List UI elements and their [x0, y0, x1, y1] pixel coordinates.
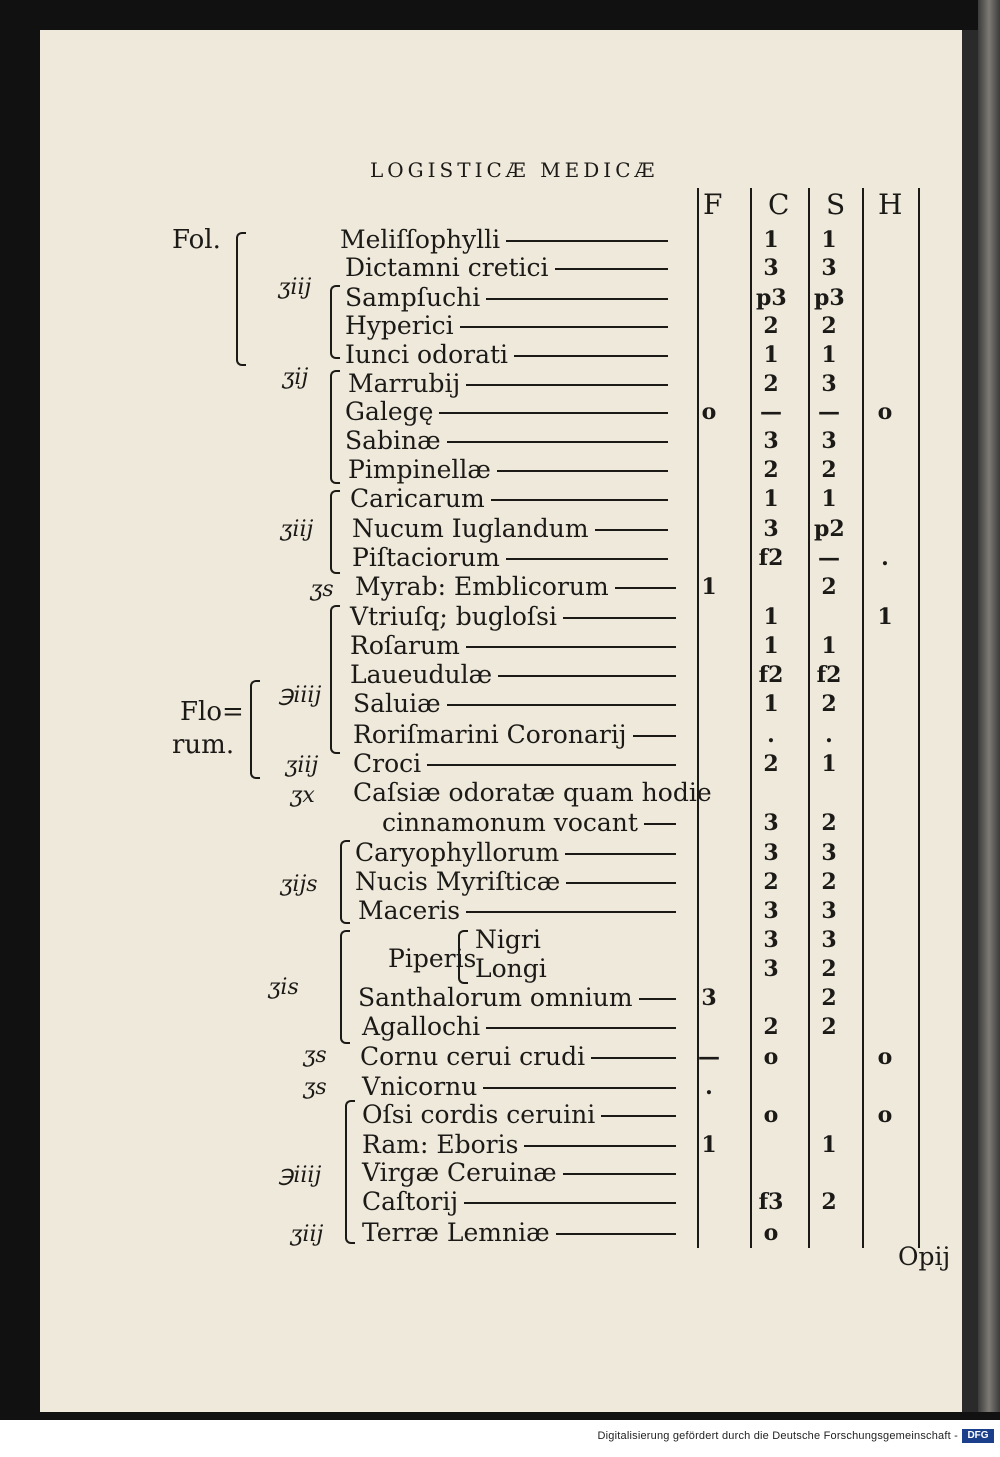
ingredient-name: Vtriuſq; bugloſsi [350, 602, 558, 631]
cell-s: 1 [821, 227, 837, 253]
cell-c: 3 [763, 255, 779, 281]
cell-s: 2 [821, 956, 837, 982]
leader-line [486, 298, 668, 300]
leader-line [563, 1173, 676, 1175]
cell-s: 1 [821, 486, 837, 512]
cell-s: p2 [814, 516, 845, 542]
cell-f: — [698, 1044, 720, 1070]
ingredient-name: Myrab: Emblicorum [355, 572, 609, 601]
table-row [0, 778, 940, 808]
ingredient-name: Nucis Myriſticæ [355, 867, 561, 896]
cell-s: 1 [821, 342, 837, 368]
table-row [0, 1218, 940, 1248]
table-row [0, 397, 940, 427]
dose-label: ʒiij [278, 275, 312, 300]
leader-line [633, 735, 676, 737]
cell-c: p3 [756, 285, 787, 311]
ingredient-name: Hyperici [345, 311, 454, 340]
table-row [0, 838, 940, 868]
leader-line [439, 412, 668, 414]
table-row [0, 1187, 940, 1217]
ingredient-name: cinnamonum vocant [382, 808, 638, 837]
cell-s: 3 [821, 898, 837, 924]
cell-f: 1 [701, 574, 717, 600]
cell-c: 1 [763, 691, 779, 717]
table-row [0, 660, 940, 690]
table-row [0, 426, 940, 456]
cell-s: 2 [821, 1189, 837, 1215]
table-row [0, 867, 940, 897]
cell-c: 1 [763, 342, 779, 368]
cell-c: 2 [763, 869, 779, 895]
column-header-f: F [703, 188, 723, 221]
group-label-flores: Flo= [180, 697, 244, 727]
ingredient-name: Caſsiæ odoratæ quam hodie [353, 778, 712, 807]
cell-f: o [701, 399, 717, 425]
cell-c: 1 [763, 227, 779, 253]
column-header-c: C [768, 188, 790, 221]
column-header-s: S [826, 188, 846, 221]
leader-line [524, 1145, 676, 1147]
cell-c: 3 [763, 927, 779, 953]
ingredient-name: Galegę [345, 397, 434, 426]
table-row [0, 484, 940, 514]
cell-c: 3 [763, 428, 779, 454]
cell-c: 3 [763, 840, 779, 866]
ingredient-name: Dictamni cretici [345, 253, 549, 282]
table-row [0, 602, 940, 632]
leader-line [591, 1057, 676, 1059]
leader-line [565, 853, 676, 855]
cell-s: — [818, 545, 840, 571]
dose-label: ʒs [303, 1043, 327, 1068]
table-row [0, 369, 940, 399]
ingredient-name: Sampſuchi [345, 283, 481, 312]
leader-line [601, 1115, 676, 1117]
cell-h: 1 [877, 604, 893, 630]
table-row [0, 225, 940, 255]
ingredient-name: Maceris [358, 896, 461, 925]
leader-line [595, 529, 668, 531]
table-row [0, 514, 940, 544]
ingredient-name: Roriſmarini Coronarij [353, 720, 627, 749]
table-row [0, 572, 940, 602]
cell-s: — [818, 399, 840, 425]
cell-s: 2 [821, 574, 837, 600]
dose-label: ℈iiij [278, 1163, 322, 1188]
leader-line [556, 1233, 676, 1235]
table-row [0, 808, 940, 838]
table-row [0, 1012, 940, 1042]
leader-line [506, 558, 668, 560]
table-row [0, 253, 940, 283]
leader-line [464, 1202, 676, 1204]
ingredient-name: Virgæ Ceruinæ [362, 1158, 557, 1187]
ingredient-name: Iunci odorati [345, 340, 509, 369]
cell-c: o [763, 1220, 779, 1246]
cell-h: o [877, 1102, 893, 1128]
ingredient-name: Caſtorij [362, 1187, 459, 1216]
dose-label: ʒiij [290, 1222, 324, 1247]
leader-line [497, 470, 668, 472]
column-header-h: H [878, 188, 903, 221]
dose-label: ʒis [268, 975, 299, 1000]
table-row [0, 1042, 940, 1072]
ingredient-name: Marrubij [348, 369, 461, 398]
dose-label: ℈iiij [278, 683, 322, 708]
dose-label: ʒijs [280, 872, 318, 897]
cell-c: 2 [763, 313, 779, 339]
cell-s: 2 [821, 1014, 837, 1040]
ingredient-name: Piſtaciorum [352, 543, 500, 572]
leader-line [447, 441, 668, 443]
cell-s: 1 [821, 751, 837, 777]
leader-line [486, 1027, 676, 1029]
cell-s: . [825, 722, 833, 748]
dose-label: ʒiij [285, 753, 319, 778]
cell-s: 2 [821, 691, 837, 717]
leader-line [447, 704, 676, 706]
leader-line [615, 587, 676, 589]
footer-credit: Digitalisierung gefördert durch die Deutsche Forschungsgemeinschaft - [597, 1430, 958, 1442]
ingredient-name: Saluiæ [353, 689, 441, 718]
ingredient-name: Roſarum [350, 631, 460, 660]
ingredient-name: Croci [353, 749, 422, 778]
ingredient-name: Sabinæ [345, 426, 441, 455]
cell-c: 3 [763, 810, 779, 836]
cell-h: o [877, 1044, 893, 1070]
leader-line [427, 764, 676, 766]
dose-label: ʒij [282, 365, 309, 390]
cell-c: — [760, 399, 782, 425]
cell-c: 3 [763, 898, 779, 924]
cell-s: 1 [821, 633, 837, 659]
leader-line [639, 998, 676, 1000]
table-row [0, 631, 940, 661]
table-row [0, 283, 940, 313]
cell-s: 3 [821, 840, 837, 866]
cell-s: 2 [821, 869, 837, 895]
cell-c: f3 [758, 1189, 784, 1215]
leader-line [514, 355, 668, 357]
cell-c: 2 [763, 457, 779, 483]
table-row [0, 896, 940, 926]
leader-line [566, 882, 676, 884]
cell-s: f2 [816, 662, 842, 688]
cell-c: 2 [763, 751, 779, 777]
ingredient-name: Caryophyllorum [355, 838, 560, 867]
cell-f: 1 [701, 1132, 717, 1158]
table-row [0, 1072, 940, 1102]
ingredient-name: Oſsi cordis ceruini [362, 1100, 596, 1129]
cell-s: p3 [814, 285, 845, 311]
cell-c: 3 [763, 516, 779, 542]
cell-s: 3 [821, 371, 837, 397]
dose-label: ʒs [310, 577, 334, 602]
ingredient-name: Santhalorum omnium [358, 983, 633, 1012]
footer-bar [0, 1420, 1000, 1457]
leader-line [466, 384, 668, 386]
ingredient-name: Agallochi [362, 1012, 481, 1041]
ingredient-name: Ram: Eboris [362, 1130, 519, 1159]
cell-c: 1 [763, 633, 779, 659]
table-row [0, 925, 940, 955]
cell-c: 1 [763, 486, 779, 512]
dose-label: ʒs [303, 1075, 327, 1100]
cell-c: 2 [763, 371, 779, 397]
table-row [0, 720, 940, 750]
cell-s: 2 [821, 985, 837, 1011]
ingredient-name: Vnicornu [362, 1072, 478, 1101]
ingredient-name: Caricarum [350, 484, 485, 513]
cell-s: 3 [821, 255, 837, 281]
cell-c: o [763, 1044, 779, 1070]
cell-s: 3 [821, 927, 837, 953]
cell-s: 1 [821, 1132, 837, 1158]
catchword: Opij [898, 1242, 951, 1271]
table-row [0, 543, 940, 573]
group-label-flores: rum. [172, 730, 235, 760]
ingredient-name: Longi [475, 954, 547, 983]
table-row [0, 340, 940, 370]
leader-line [466, 646, 676, 648]
dose-label: ʒiij [280, 517, 314, 542]
table-row [0, 954, 940, 984]
cell-h: o [877, 399, 893, 425]
table-row [0, 1100, 940, 1130]
cell-c: f2 [758, 662, 784, 688]
dfg-logo: DFG [962, 1429, 994, 1443]
cell-s: 2 [821, 313, 837, 339]
cell-s: 2 [821, 457, 837, 483]
cell-f: 3 [701, 985, 717, 1011]
cell-f: . [705, 1074, 713, 1100]
table-row [0, 1130, 940, 1160]
cell-c: o [763, 1102, 779, 1128]
page-title: LOGISTICÆ MEDICÆ [370, 158, 659, 182]
table-row [0, 1158, 940, 1188]
leader-line [498, 675, 676, 677]
cell-c: . [767, 722, 775, 748]
leader-line [483, 1087, 676, 1089]
leader-line [555, 268, 668, 270]
cell-c: 2 [763, 1014, 779, 1040]
table-row [0, 455, 940, 485]
book-spine [978, 0, 1000, 1412]
leader-line [506, 240, 668, 242]
dose-label: ʒx [290, 783, 315, 808]
table-row [0, 983, 940, 1013]
cell-s: 3 [821, 428, 837, 454]
table-row [0, 749, 940, 779]
cell-c: 1 [763, 604, 779, 630]
cell-c: 3 [763, 956, 779, 982]
leader-line [491, 499, 668, 501]
cell-s: 2 [821, 810, 837, 836]
leader-line [466, 911, 676, 913]
cell-c: f2 [758, 545, 784, 571]
ingredient-name: Laueudulæ [350, 660, 493, 689]
leader-line [460, 326, 668, 328]
leader-line [563, 617, 676, 619]
table-row [0, 311, 940, 341]
ingredient-name: Cornu cerui crudi [360, 1042, 586, 1071]
ingredient-name: Nucum Iuglandum [352, 514, 589, 543]
ingredient-name: Terræ Lemniæ [362, 1218, 550, 1247]
leader-line [644, 823, 676, 825]
piperis-label: Piperis [388, 944, 477, 973]
table-row [0, 689, 940, 719]
cell-h: . [881, 545, 889, 571]
group-label-folia: Fol. [172, 225, 221, 255]
ingredient-name: Pimpinellæ [348, 455, 491, 484]
ingredient-name: Nigri [475, 925, 541, 954]
ingredient-name: Meliſſophylli [340, 225, 501, 254]
